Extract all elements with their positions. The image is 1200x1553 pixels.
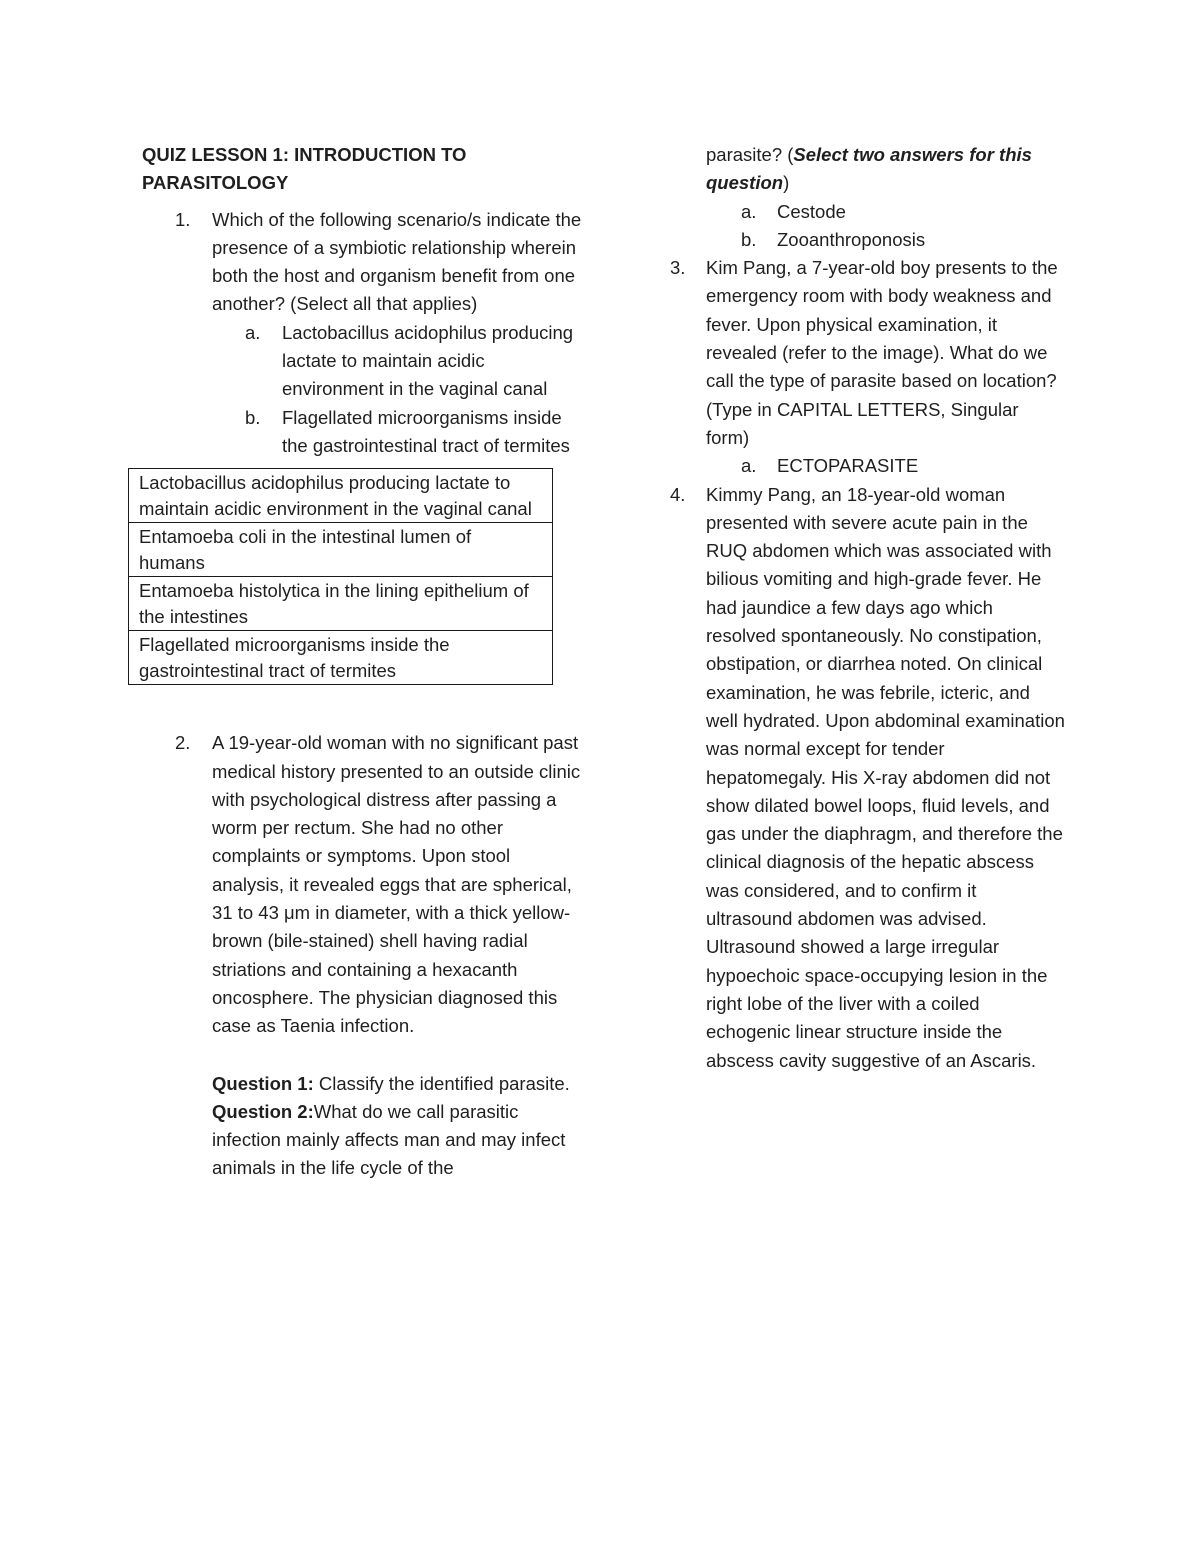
table-row [129, 523, 553, 577]
table-row [129, 577, 553, 631]
choice-cell: Lactobacillus acidophilus producing lactate to maintain acidic environment in the vaginal canal [129, 469, 553, 523]
answer-letter: a. [741, 200, 757, 222]
question-3-number: 3. [670, 257, 686, 279]
question-2-answer-a [706, 198, 1066, 226]
question-3-text: Kim Pang, a 7-year-old boy presents to the emergency room with body weakness and fever. Upon physical examination, it revealed (refer to the image). What do we call the type of parasite based on location? (Type in CAPITAL LETTERS, Singular form) [706, 257, 1058, 448]
choices-table [128, 468, 553, 685]
answer-text: Flagellated microorganisms inside the gastrointestinal tract of termites [282, 406, 570, 456]
emphasis-text: Select two answers for this question [706, 144, 1032, 194]
answer-text: Lactobacillus acidophilus producing lactate to maintain acidic environment in the vaginal canal [282, 321, 574, 400]
question-1-answer-a [142, 319, 582, 404]
question-2-sub-2-continued: parasite? (Select two answers for this question) [706, 144, 1032, 194]
question-4-number: 4. [670, 483, 686, 505]
closing-paren: ) [783, 172, 790, 194]
question-3 [670, 254, 1066, 452]
choice-cell: Entamoeba histolytica in the lining epithelium of the intestines [129, 577, 553, 631]
question-1 [142, 206, 582, 319]
quiz-title [142, 141, 582, 198]
answer-letter: a. [245, 321, 261, 343]
sub-question-label: Question 2: [212, 1100, 314, 1122]
right-column [670, 141, 1066, 1075]
question-3-answer-a [706, 452, 1066, 480]
question-1-text: Which of the following scenario/s indicate the presence of a symbiotic relationship wherein both the host and organism benefit from one another? (Select all that applies) [212, 208, 582, 315]
table-row [129, 469, 553, 523]
question-2-text: A 19-year-old woman with no significant past medical history presented to an outside clinic with psychological distress after passing a worm per rectum. She had no other complaints or symptoms. Upon stool analysis, it revealed eggs that are spherical, 31 to 43 μm in diameter, with a thick yellow-brown (bile-stained) shell having radial striations and containing a hexacanth oncosphere. The physician diagnosed this case as Taenia infection. [212, 732, 581, 1037]
quiz-title-line-2: PARASITOLOGY [142, 172, 289, 194]
question-4-text: Kimmy Pang, an 18-year-old woman presented with severe acute pain in the RUQ abdomen which was associated with bilious vomiting and high-grade fever. He had jaundice a few days ago which resolved spontaneously. No constipation, obstipation, or diarrhea noted. On clinical examination, he was febrile, icteric, and well hydrated. Upon abdominal examination was normal except for tender hepatomegaly. His X-ray abdomen did not show dilated bowel loops, fluid levels, and gas under the diaphragm, and therefore the clinical diagnosis of the hepatic abscess was considered, and to confirm it ultrasound abdomen was advised. Ultrasound showed a large irregular hypoechoic space-occupying lesion in the right lobe of the liver with a coiled echogenic linear structure inside the abscess cavity suggestive of an Ascaris. [706, 483, 1065, 1071]
answer-text: Zooanthroponosis [777, 228, 926, 250]
question-4 [670, 481, 1066, 1075]
quiz-title-line-1: QUIZ LESSON 1: INTRODUCTION TO [142, 144, 467, 165]
question-1-answer-b [142, 404, 582, 461]
answer-text: Cestode [777, 200, 846, 222]
question-2 [142, 729, 582, 1182]
answer-letter: b. [741, 228, 757, 250]
answer-letter: b. [245, 406, 261, 428]
sub-question-text: What do we call parasitic infection mainly affects man and may infect animals in the life cycle of the [212, 1100, 566, 1179]
sub-question-label: Question 1: [212, 1072, 314, 1094]
sub-question-text: Classify the identified parasite. [313, 1072, 570, 1094]
table-row [129, 631, 553, 685]
choice-cell: Flagellated microorganisms inside the gastrointestinal tract of termites [129, 631, 553, 685]
choice-cell: Entamoeba coli in the intestinal lumen of humans [129, 523, 553, 577]
question-1-number: 1. [175, 208, 191, 230]
question-2-sub-2-start [212, 1098, 582, 1183]
question-2-answer-b [706, 226, 1066, 254]
question-2-number: 2. [175, 732, 191, 754]
left-column [139, 141, 582, 1183]
answer-letter: a. [741, 455, 757, 477]
question-2-sub-1 [212, 1070, 582, 1098]
answer-text: ECTOPARASITE [777, 455, 919, 477]
